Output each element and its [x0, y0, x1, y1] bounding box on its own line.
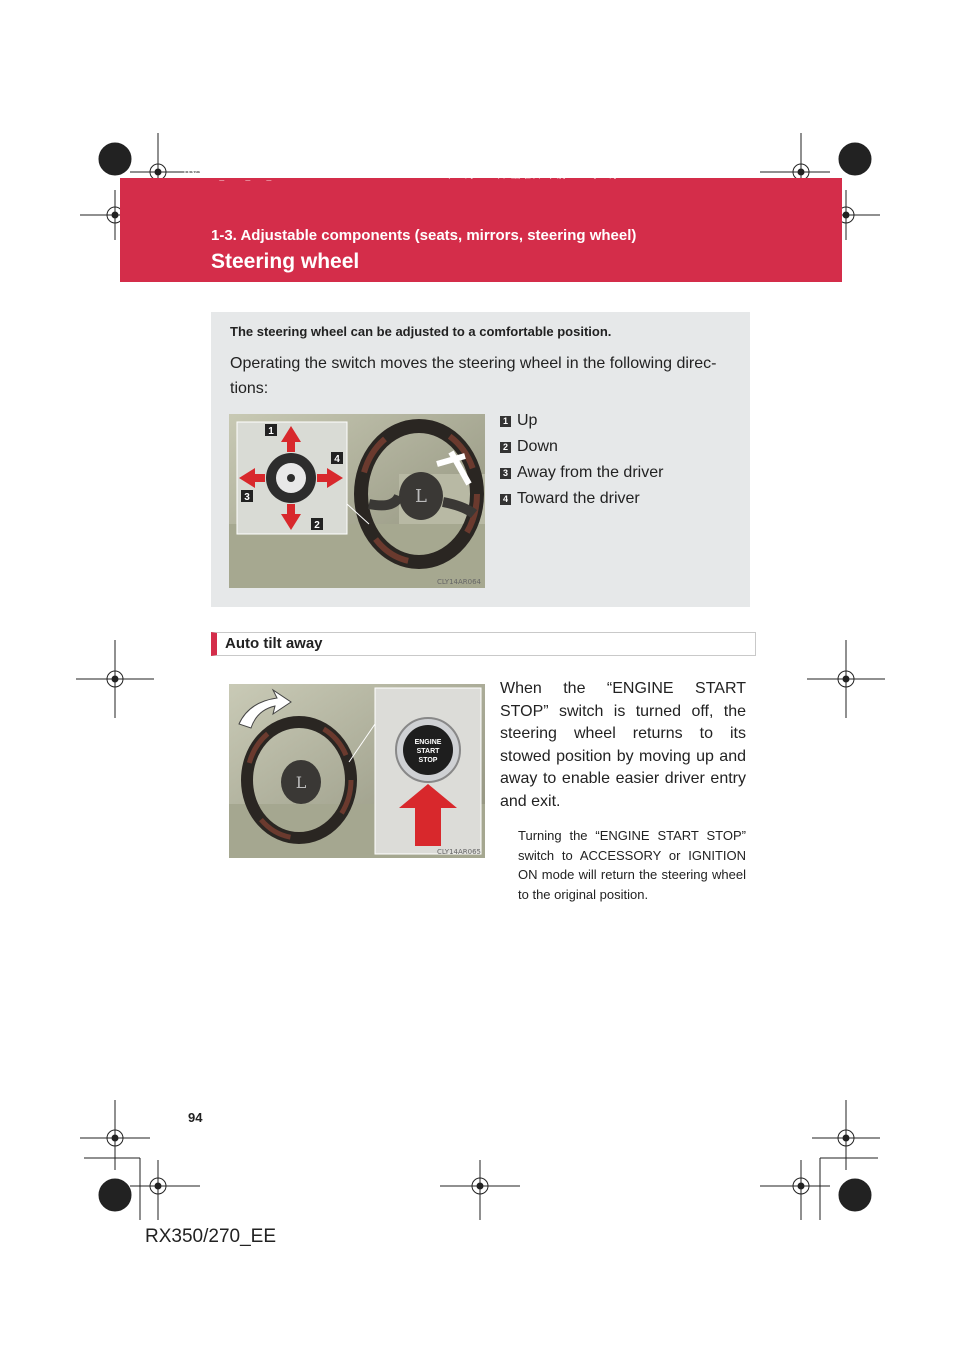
callout-number: 3 [500, 468, 511, 479]
svg-text:2: 2 [314, 520, 320, 531]
button-line: ENGINE [414, 739, 442, 746]
svg-text:L: L [415, 486, 427, 507]
auto-tilt-note: Turning the “ENGINE START STOP” switch to ACCESSORY or IGNITION ON mode will return the steering wheel to the original position. [518, 828, 746, 902]
direction-legend [500, 408, 663, 512]
intro-lead: The steering wheel can be adjusted to a comfortable position. [230, 324, 612, 339]
print-info: RX350_270_EE_48D77E.book 94 ページ ２０１４年１月２４日 金曜日 午前１０時４分 [183, 170, 620, 181]
auto-tilt-paragraph: When the “ENGINE START STOP” switch is turned off, the steering wheel returns to its stowed position by moving up and away to enable easier driver entry and exit. [500, 680, 746, 810]
legend-label: Toward the driver [517, 490, 640, 507]
legend-label: Up [517, 412, 538, 429]
subsection-header [211, 632, 756, 656]
steering-adjust-photo [229, 414, 485, 588]
intro-body: Operating the switch moves the steering wheel in the following direc-tions: [230, 355, 717, 397]
legend-item [500, 434, 663, 460]
legend-item [500, 460, 663, 486]
svg-text:4: 4 [334, 454, 340, 465]
figure-code: CLY14AR064 [436, 578, 481, 586]
callout-number: 1 [500, 416, 511, 427]
legend-item [500, 408, 663, 434]
button-line: START [416, 748, 440, 755]
svg-text:L: L [295, 773, 307, 792]
callout-number: 2 [500, 442, 511, 453]
subsection-title: Auto tilt away [225, 635, 323, 652]
auto-tilt-photo [229, 684, 485, 858]
legend-label: Away from the driver [517, 464, 664, 481]
section-title: 1-3. Adjustable components (seats, mirrors, steering wheel) [211, 227, 637, 244]
auto-tilt-illustration [229, 684, 485, 858]
page-title: Steering wheel [211, 250, 360, 273]
page-number: 94 [188, 1110, 203, 1125]
model-code: RX350/270_EE [145, 1226, 276, 1247]
callout-number: 4 [500, 494, 511, 505]
figure-code: CLY14AR065 [436, 848, 481, 856]
svg-text:1: 1 [268, 426, 274, 437]
steering-adjust-illustration [229, 414, 485, 588]
legend-item [500, 486, 663, 512]
svg-text:3: 3 [244, 492, 250, 503]
button-line: STOP [418, 757, 438, 764]
legend-label: Down [517, 438, 558, 455]
